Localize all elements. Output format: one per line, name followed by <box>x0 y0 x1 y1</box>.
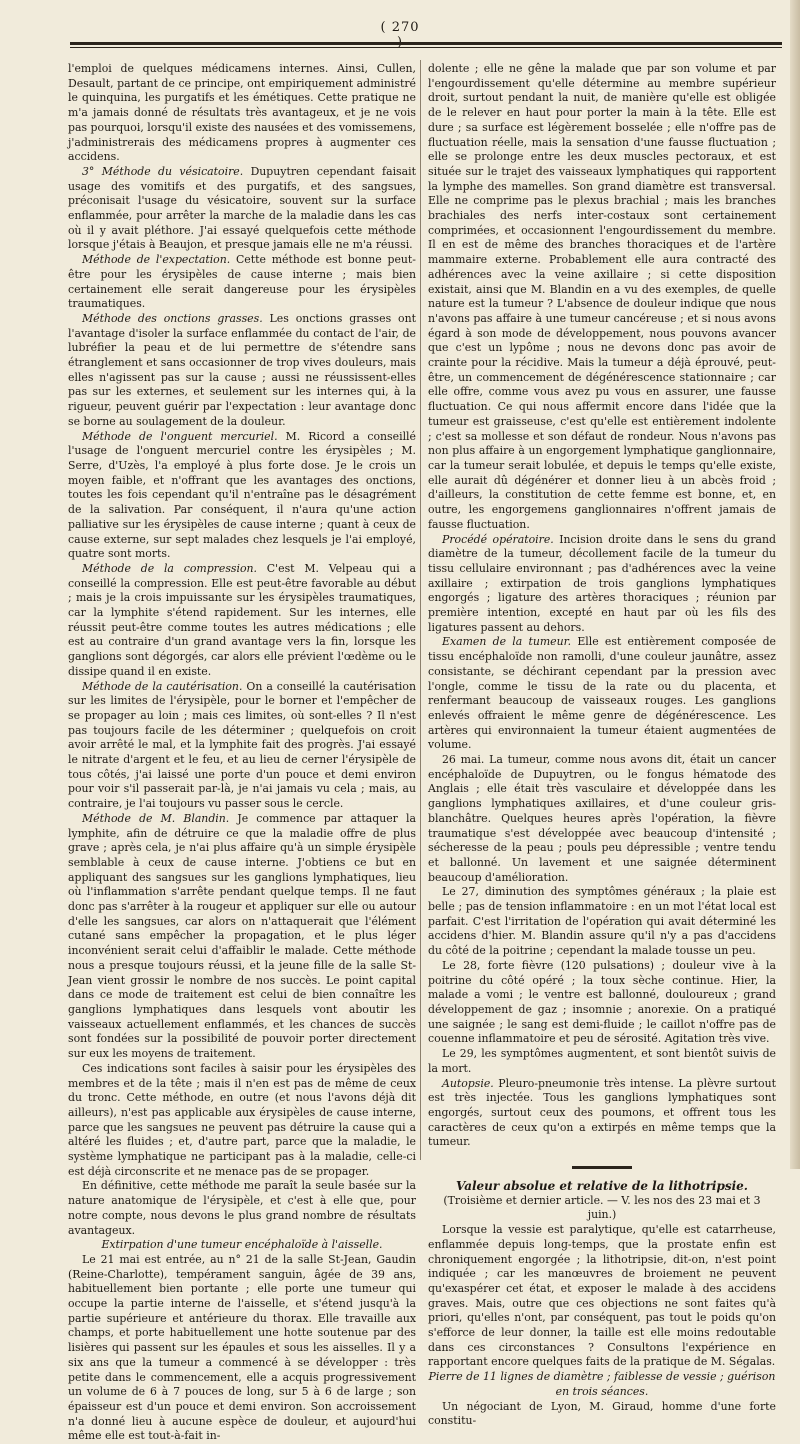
header-rule-thin <box>70 47 782 48</box>
case-heading: Pierre de 11 lignes de diamètre ; faiblesse de vessie ; guérison en trois séances. <box>428 1370 776 1398</box>
paragraph <box>428 635 776 753</box>
paragraph-text: M. Ricord a conseillé l'usage de l'onguent mercuriel contre les érysipèles ; M. Serre, d'Uzès, l'a employé à plus forte dose. Je le crois un moyen faible, et n'offrant que les avantages des onctions, toutes les fois cependant qu'il n'entraîne pas le désagrément de la salivation. Par conséquent, il n'aura qu'une action palliative sur les érysipèles de cause interne ; quant à ceux de cause externe, sur sept malades chez lesquels je l'ai employé, quatre sont morts. <box>68 429 416 561</box>
article-title: Valeur absolue et relative de la lithotripsie. <box>455 1179 748 1194</box>
paragraph: 26 mai. La tumeur, comme nous avons dit, était un cancer encéphaloïde de Dupuytren, ou le fongus hématode des Anglais ; elle était très vasculaire et développée dans les ganglions lymphatiques axillaires, et d'une couleur gris-blanchâtre. Quelques heures après l'opération, la fièvre traumatique s'est développée avec beaucoup d'intensité ; sécheresse de la peau ; pouls peu dépressible ; ventre tendu et ballonné. Un lavement et une saignée déterminent beaucoup d'amélioration. <box>428 753 776 884</box>
paragraph <box>428 1077 776 1151</box>
paragraph: Ces indications sont faciles à saisir pour les érysipèles des membres et de la tête ; mais il n'en est pas de même de ceux du tronc. Cette méthode, en outre (et nous l'avons déjà dit ailleurs), n'est pas applicable aux érysipèles de cause interne, parce que les sangsues ne peuvent pas détruire la cause qui a altéré les fluides ; et, d'autre part, parce que la maladie, le système lymphatique ne participant pas à la maladie, celle-ci est déjà circonscrite et ne menace pas de se propager. <box>68 1061 416 1178</box>
paragraph <box>68 165 416 253</box>
paragraph: Un négociant de Lyon, M. Giraud, homme d'une forte constitu- <box>428 1399 776 1428</box>
paragraph-text: Pleuro-pneumonie très intense. La plèvre surtout est très injectée. Tous les ganglions lymphatiques sont engorgés, surtout ceux des poumons, et offrent tous les caractères de ceux qu'on a extirpés en même temps que la tumeur. <box>428 1076 776 1149</box>
method-label: Méthode de M. Blandin. <box>82 811 230 825</box>
paragraph-text: Elle est entièrement composée de tissu encéphaloïde non ramolli, d'une couleur jaunâtre, assez consistante, se déchirant cependant par la pression avec l'ongle, comme le tissu de la rate ou du placenta, et renfermant beaucoup de vaisseaux rouges. Les ganglions enlevés offraient le même genre de dégénérescence. Les artères qui environnaient la tumeur étaient augmentées de volume. <box>428 635 776 752</box>
page-header <box>0 8 800 38</box>
method-label: Méthode de l'expectation. <box>82 253 231 267</box>
paragraph: Le 27, diminution des symptômes généraux ; la plaie est belle ; pas de tension inflammatoire : en un mot l'état local est parfait. C'est l'irritation de l'opération qui avait déterminé les accidens d'hier. M. Blandin assure qu'il n'y a pas d'accidens du côté de la poitrine ; cependant la malade tousse un peu. <box>428 885 776 958</box>
paragraph <box>68 812 416 1062</box>
paragraph-text: Les onctions grasses ont l'avantage d'isoler la surface enflammée du contact de l'air, de lubréfier la peau et de lui permettre de s'étendre sans étranglement et sans occasionner de trop vives douleurs, mais elles n'agissent pas sur la cause ; aussi ne réussissent-elles pas sur les externes, et seulement sur les internes qui, à la rigueur, peuvent guérir par l'expectation : leur avantage donc se borne au soulagement de la douleur. <box>68 311 417 428</box>
paragraph: dolente ; elle ne gêne la malade que par son volume et par l'engourdissement qu'elle détermine au membre supérieur droit, surtout pendant la nuit, de manière qu'elle est obligée de le relever en haut pour porter la main à la tête. Elle est dure ; sa surface est légèrement bosselée ; elle n'offre pas de fluctuation réelle, mais la sensation d'une fausse fluctuation ; elle se prolonge entre les deux muscles pectoraux, et est située sur le trajet des vaisseaux lymphatiques qui rapportent la lymphe des mamelles. Son grand diamètre est transversal. Elle ne comprime pas le plexus brachial ; mais les branches brachiales des nerfs inter-costaux sont certainement comprimées, et occasionnent l'engourdissement du membre. Il en est de même des branches thoraciques et de l'artère mammaire externe. Probablement elle aura contracté des adhérences avec la veine axillaire ; si cette disposition existait, ainsi que M. Blandin en a vu des exemples, de quelle nature est la tumeur ? L'absence de douleur indique que nous n'avons pas affaire à une tumeur cancéreuse ; et si nous avons égard à son mode de développement, nous pouvons avancer que c'est un lypôme ; nous ne devons donc pas avoir de crainte pour la récidive. Mais la tumeur a déjà éprouvé, peut-être, un commencement de dégénérescence stationnaire ; car elle offre, comme vous avez pu vous en assurer, une fausse fluctuation. Ce qui nous affermit encore dans l'idée que la tumeur est graisseuse, c'est qu'elle est entièrement indolente ; c'est sa mollesse et son défaut de rondeur. Nous n'avons pas non plus affaire à un engorgement lymphatique ganglionnaire, car la tumeur serait lobulée, et depuis le temps qu'elle existe, elle aurait dû dégénérer et donner lieu à un abcès froid ; d'ailleurs, la constitution de cette femme est bonne, et, en outre, les engorgemens ganglionnaires n'offrent jamais de fausse fluctuation. <box>428 62 776 531</box>
paragraph: En définitive, cette méthode me paraît la seule basée sur la nature anatomique de l'érysipèle, et c'est à elle que, pour notre compte, nous devons le plus grand nombre de résultats avantageux. <box>68 1179 416 1237</box>
article-subnote: (Troisième et dernier article. — V. les nos des 23 mai et 3 juin.) <box>443 1193 761 1222</box>
left-column <box>68 62 417 1443</box>
page-edge-shadow <box>790 0 800 1169</box>
section-divider <box>572 1166 632 1169</box>
section-label: Autopsie. <box>442 1076 494 1090</box>
method-label: Méthode des onctions grasses. <box>82 311 263 325</box>
paragraph: Le 29, les symptômes augmentent, et sont bientôt suivis de la mort. <box>428 1047 776 1075</box>
paragraph <box>68 680 416 812</box>
paragraph-text: Dupuytren cependant faisait usage des vomitifs et des purgatifs, et des sangsues, préconisait l'usage du vésicatoire, souvent sur la surface enflammée, pour arrêter la marche de la maladie dans les cas où il y avait pléthore. J'ai essayé quelquefois cette méthode lorsque j'étais à Beaujon, et presque jamais elle ne m'a réussi. <box>68 164 416 252</box>
method-label: Méthode de la cautérisation. <box>82 679 243 693</box>
paragraph-text: On a conseillé la cautérisation sur les limites de l'érysipèle, pour le borner et l'empêcher de se propager au loin ; mais ces limites, où sont-elles ? Il n'est pas toujours facile de les déterminer ; quelquefois on croit avoir arrêté le mal, et la lymphite fait des progrès. J'ai essayé le nitrate d'argent et le feu, et au lieu de cerner l'érysipèle de tous côtés, j'ai laissé une porte d'un pouce et demi environ pour voir s'il passerait par-là, je n'ai jamais vu cela ; mais, au contraire, je l'ai toujours vu passer sous le cercle. <box>68 679 416 811</box>
paragraph <box>68 562 416 680</box>
paragraph-text: C'est M. Velpeau qui a conseillé la compression. Elle est peut-être favorable au début ; mais je la crois impuissante sur les érysipèles traumatiques, car la lymphite s'étend rapidement. Sur les internes, elle réussit peut-être comme toutes les autres médications ; elle est au contraire d'un grand avantage vers la fin, lorsque les ganglions sont dégorgés, car alors elle prévient l'œdème ou le dissipe quand il en existe. <box>68 561 416 678</box>
paragraph: Le 28, forte fièvre (120 pulsations) ; douleur vive à la poitrine du côté opéré ; la toux sèche continue. Hier, la malade a vomi ; le ventre est ballonné, douloureux ; grand développement de gaz ; insomnie ; anorexie. On a pratiqué une saignée ; le sang est demi-fluide ; le caillot n'offre pas de couenne inflammatoire et peu de sérosité. Agitation très vive. <box>428 958 776 1046</box>
paragraph <box>68 430 416 562</box>
header-rule-thick <box>70 42 782 45</box>
right-column <box>428 62 777 1428</box>
method-label: Méthode de l'onguent mercuriel. <box>82 429 278 443</box>
paragraph <box>68 312 416 430</box>
paragraph <box>428 533 776 636</box>
paragraph-text: Cette méthode est bonne peut-être pour les érysipèles de cause interne ; mais bien certainement elle serait dangereuse pour les érysipèles traumatiques. <box>68 253 416 311</box>
page-number: ( 270 <box>380 20 420 35</box>
section-heading: Extirpation d'une tumeur encéphaloïde à l'aisselle. <box>101 1238 383 1252</box>
paragraph: Le 21 mai est entrée, au n° 21 de la salle St-Jean, Gaudin (Reine-Charlotte), tempérament sanguin, âgée de 39 ans, habituellement bien portante ; elle porte une tumeur qui occupe la partie interne de l'aisselle, et s'étend jusqu'à la partie supérieure et antérieure du thorax. Elle travaille aux champs, et porte habituellement une hotte soutenue par des lisières qui passent sur les épaules et sous les aisselles. Il y a six ans que la tumeur a commencé à se développer : très petite dans le commencement, elle a acquis progressivement un volume de 6 à 7 pouces de long, sur 5 à 6 de large ; son épaisseur est d'un pouce et demi environ. Son accroissement n'a donné lieu à aucune espèce de douleur, et aujourd'hui même elle est tout-à-fait in- <box>68 1252 416 1443</box>
column-divider <box>420 60 421 1160</box>
method-label: 3° Méthode du vésicatoire. <box>82 164 244 178</box>
paragraph: l'emploi de quelques médicamens internes. Ainsi, Cullen, Desault, partant de ce principe, ont empiriquement administré le quinquina, les purgatifs et les émétiques. Cette pratique ne m'a jamais donné de résultats très avantageux, et je ne vois pas pourquoi, lorsqu'il existe des nausées et des vomissemens, j'administrerais des médicamens propres à augmenter ces accidens. <box>68 62 416 164</box>
section-label: Examen de la tumeur. <box>442 635 572 649</box>
paragraph <box>68 253 416 312</box>
section-label: Procédé opératoire. <box>442 532 554 546</box>
paragraph: Lorsque la vessie est paralytique, qu'elle est catarrheuse, enflammée depuis long-temps, que la prostate enfin est chroniquement engorgée ; la lithotripsie, dit-on, n'est point indiquée ; car les manœuvres de broiement ne peuvent qu'exaspérer cet état, et exposer le malade à des accidens graves. Mais, outre que ces objections ne sont faites qu'à priori, qu'elles n'ont, par conséquent, pas tout le poids qu'on s'efforce de leur donner, la taille est elle moins redoutable dans ces circonstances ? Consultons l'expérience en rapportant encore quelques faits de la pratique de M. Ségalas. <box>428 1223 776 1369</box>
paragraph-text: Je commence par attaquer la lymphite, afin de détruire ce que la maladie offre de plus grave ; après cela, je n'ai plus affaire qu'à un simple érysipèle semblable à ceux de cause interne. J'obtiens ce but en appliquant des sangsues sur les ganglions lymphatiques, lieu où l'inflammation s'arrête pendant quelque temps. Il ne faut donc pas s'arrêter à la rougeur et appliquer sur elle ou autour d'elle les sangsues, car alors on n'attaquerait que l'élément cutané sans empêcher la propagation, et le plus léger inconvénient serait celui d'affaiblir le malade. Cette méthode nous a presque toujours réussi, et la jeune fille de la salle St-Jean vient grossir le nombre de nos succès. Le point capital dans ce mode de traitement est celui de bien connaître les ganglions lymphatiques dans lesquels vont aboutir les vaisseaux actuellement enflammés, et les chances de succès sont fondées sur la possibilité de pouvoir porter directement sur eux les moyens de traitement. <box>68 811 416 1061</box>
paragraph-text: Incision droite dans le sens du grand diamètre de la tumeur, décollement facile de la tumeur du tissu cellulaire environnant ; pas d'adhérences avec la veine axillaire ; extirpation de trois ganglions lymphatiques engorgés ; ligature des artères thoraciques ; réunion par première intention, excepté en haut par où les fils des ligatures passent au dehors. <box>428 532 777 634</box>
method-label: Méthode de la compression. <box>82 561 258 575</box>
